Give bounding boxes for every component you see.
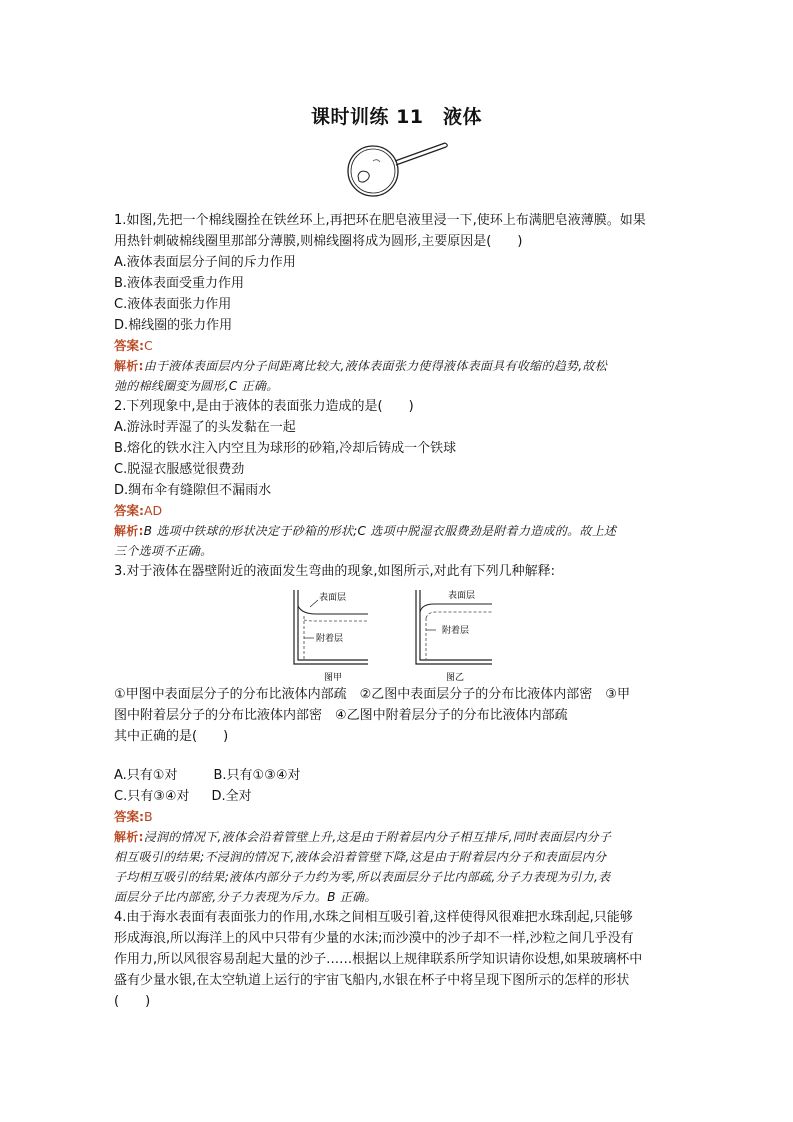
analysis-label: 解析:	[114, 524, 144, 538]
q4-stem-line3: 作用力,所以风很容易刮起大量的沙子……根据以上规律联系所学知识请你设想,如果玻璃杯中	[114, 952, 643, 967]
q3-analysis-line2: 相互吸引的结果;不浸润的情况下,液体会沿着管壁下降,这是由于附着层内分子和表面层内分	[114, 850, 607, 864]
q4-stem-line1: 4.由于海水表面有表面张力的作用,水珠之间相互吸引着,这样使得风很难把水珠刮起,只能够	[114, 910, 633, 925]
q3-statements-line2: 图中附着层分子的分布比液体内部密 ④乙图中附着层分子的分布比液体内部疏	[114, 708, 568, 723]
q3-statements-line1: ①甲图中表面层分子的分布比液体内部疏 ②乙图中表面层分子的分布比液体内部密 ③甲	[114, 687, 630, 702]
answer-label: 答案:	[114, 809, 144, 824]
q1-stem-line2: 用热针刺破棉线圈里那部分薄膜,则棉线圈将成为圆形,主要原因是( )	[114, 234, 523, 249]
q2-answer-value: AD	[144, 503, 163, 518]
q3-options-row1	[114, 765, 684, 786]
q3-analysis-line1	[114, 827, 684, 847]
q3-analysis-line4: 面层分子比内部密,分子力表现为斥力。B 正确。	[114, 890, 377, 904]
q3-option-d: D.全对	[211, 789, 252, 804]
figure-yi	[416, 589, 492, 682]
q1-answer	[114, 336, 684, 356]
q2-option-c: C.脱湿衣服感觉很费劲	[114, 462, 245, 477]
figure-jia	[294, 590, 368, 682]
analysis-label: 解析:	[114, 359, 144, 373]
q2-analysis-text1: B 选项中铁球的形状决定于砂箱的形状;C 选项中脱湿衣服费劲是附着力造成的。故上述	[143, 524, 617, 538]
analysis-label: 解析:	[114, 830, 144, 844]
q2-option-a: A.游泳时弄湿了的头发黏在一起	[114, 420, 296, 435]
q1-option-d: D.棉线圈的张力作用	[114, 318, 233, 333]
q1-option-b: B.液体表面受重力作用	[114, 276, 245, 291]
q3-analysis-text1: 浸润的情况下,液体会沿着管壁上升,这是由于附着层内分子相互排斥,同时表面层内分子	[143, 830, 612, 844]
soap-film-ring-figure	[340, 138, 450, 203]
q3-question: 其中正确的是( )	[114, 729, 229, 744]
q1-option-a: A.液体表面层分子间的斥力作用	[114, 255, 296, 270]
q1-answer-value: C	[144, 338, 153, 353]
yi-surface-label: 表面层	[448, 591, 476, 601]
q2-answer	[114, 501, 684, 521]
q2-stem-line1: 2.下列现象中,是由于液体的表面张力造成的是( )	[114, 399, 414, 414]
q1-analysis-line1	[114, 356, 684, 376]
q3-option-a: A.只有①对	[114, 768, 178, 783]
q3-analysis-line3: 子均相互吸引的结果;液体内部分子力约为零,所以表面层分子比内部疏,分子力表现为引力,表	[114, 870, 611, 884]
question-list	[114, 210, 684, 1012]
q1-analysis-text1: 由于液体表面层内分子间距离比较大,液体表面张力使得液体表面具有收缩的趋势,故松	[143, 359, 608, 373]
jia-caption: 图甲	[324, 673, 343, 682]
q3-stem-line1: 3.对于液体在器壁附近的液面发生弯曲的现象,如图所示,对此有下列几种解释:	[114, 564, 556, 579]
q3-answer-value: B	[144, 809, 153, 824]
q4-stem-line4: 盛有少量水银,在太空轨道上运行的宇宙飞船内,水银在杯子中将呈现下图所示的怎样的形状	[114, 973, 630, 988]
q3-figure	[114, 586, 684, 684]
q2-analysis-line1	[114, 521, 684, 541]
answer-label: 答案:	[114, 338, 144, 353]
q2-option-b: B.熔化的铁水注入内空且为球形的砂箱,冷却后铸成一个铁球	[114, 441, 457, 456]
q4-stem-line5: ( )	[114, 994, 151, 1009]
page-title: 课时训练 11 液体	[310, 106, 483, 128]
answer-label: 答案:	[114, 503, 144, 518]
q2-analysis-line2: 三个选项不正确。	[114, 544, 213, 558]
yi-caption: 图乙	[446, 673, 465, 682]
meniscus-diagram	[264, 586, 524, 682]
q2-option-d: D.绸布伞有缝隙但不漏雨水	[114, 483, 272, 498]
q1-stem-line1: 1.如图,先把一个棉线圈拴在铁丝环上,再把环在肥皂液里浸一下,使环上布满肥皂液薄膜。如果	[114, 213, 646, 228]
q3-options-row2	[114, 786, 684, 807]
q3-answer	[114, 807, 684, 827]
q1-analysis-line2: 弛的棉线圈变为圆形,C 正确。	[114, 379, 279, 393]
yi-attach-label: 附着层	[442, 626, 470, 636]
q4-stem-line2: 形成海浪,所以海洋上的风中只带有少量的水沫;而沙漠中的沙子却不一样,沙粒之间几乎没有	[114, 931, 634, 946]
q3-option-c: C.只有③④对	[114, 789, 190, 804]
jia-attach-label: 附着层	[316, 634, 344, 644]
q1-option-c: C.液体表面张力作用	[114, 297, 232, 312]
jia-surface-label: 表面层	[319, 593, 347, 603]
q3-option-b: B.只有①③④对	[213, 768, 301, 783]
